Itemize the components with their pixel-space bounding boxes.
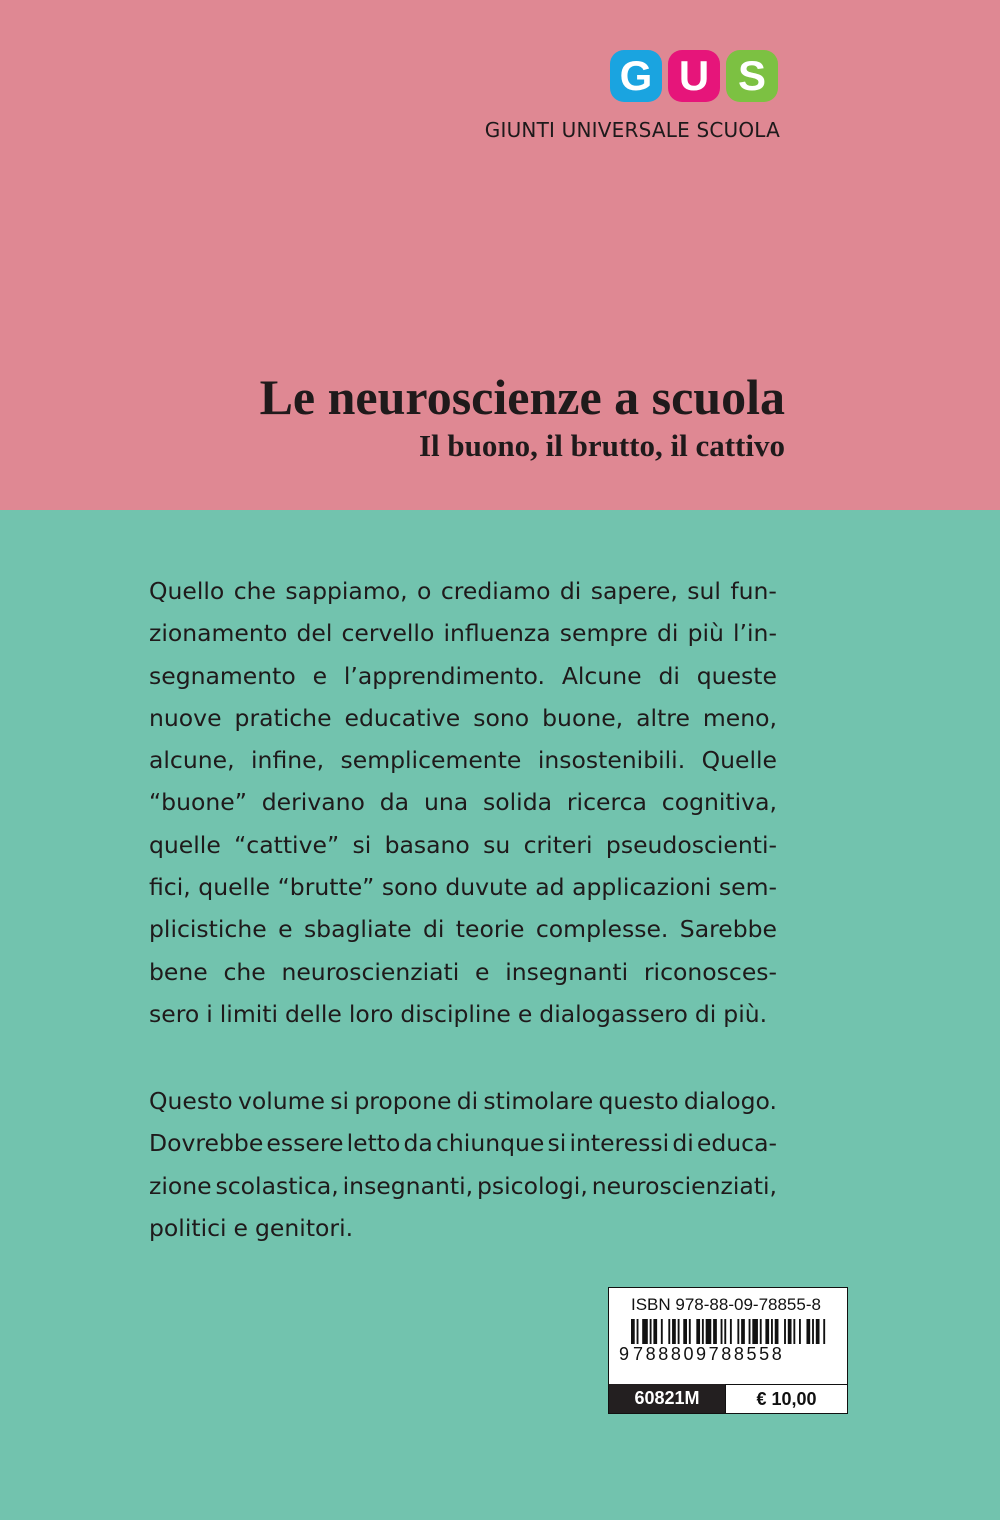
gus-logo [610,50,778,102]
paragraph-1-line: segnamento e l’apprendimento. Alcune di queste [149,661,777,690]
paragraph-1-line: Quello che sappiamo, o crediamo di sapere, sul fun- [149,577,777,605]
blurb-paragraph-2 [149,1080,777,1249]
top-band [0,0,1000,510]
price-row [609,1384,847,1413]
paragraph-2-line: zione scolastica, insegnanti, psicologi, neuroscienziati, [149,1171,777,1200]
barcode-digits: 788809788558 [631,1344,837,1365]
paragraph-1-line: alcune, infine, semplicemente insostenibili. Quelle [149,746,777,775]
paragraph-1-line: plicistiche e sbagliate di teorie complesse. Sarebbe [149,915,777,944]
paragraph-1-line: sero i limiti delle loro discipline e dialogassero di più. [149,999,768,1028]
book-subtitle: Il buono, il brutto, il cattivo [418,428,785,463]
paragraph-2-line: Dovrebbe essere letto da chiunque si interessi di educa- [149,1129,777,1158]
logo-letter-g: G [610,50,662,102]
paragraph-2-line: politici e genitori. [149,1213,354,1242]
paragraph-1-line: nuove pratiche educative sono buone, altre meno, [149,703,777,732]
logo-letter-s: S [726,50,778,102]
barcode-number [619,1344,835,1370]
paragraph-1-line: quelle “cattive” si basano su criteri pseudoscienti- [149,830,777,859]
barcode-first-digit: 9 [619,1344,630,1364]
price: € 10,00 [725,1384,847,1413]
product-code: 60821M [609,1384,725,1413]
logo-letter-u: U [668,50,720,102]
isbn-label: ISBN 978-88-09-78855-8 [631,1295,821,1314]
paragraph-2-line: Questo volume si propone di stimolare questo dialogo. [149,1087,777,1115]
series-name: GIUNTI UNIVERSALE SCUOLA [484,118,780,142]
blurb-paragraph-1 [149,570,777,1035]
book-title: Le neuroscienze a scuola [259,369,785,425]
paragraph-1-line: zionamento del cervello influenza sempre di più l’in- [149,619,777,648]
paragraph-1-line: bene che neuroscienziati e insegnanti riconosces- [149,957,777,986]
paragraph-1-line: “buone” derivano da una solida ricerca cognitiva, [149,788,777,817]
barcode-box [608,1287,848,1414]
paragraph-1-line: fici, quelle “brutte” sono duvute ad applicazioni sem- [149,873,777,902]
